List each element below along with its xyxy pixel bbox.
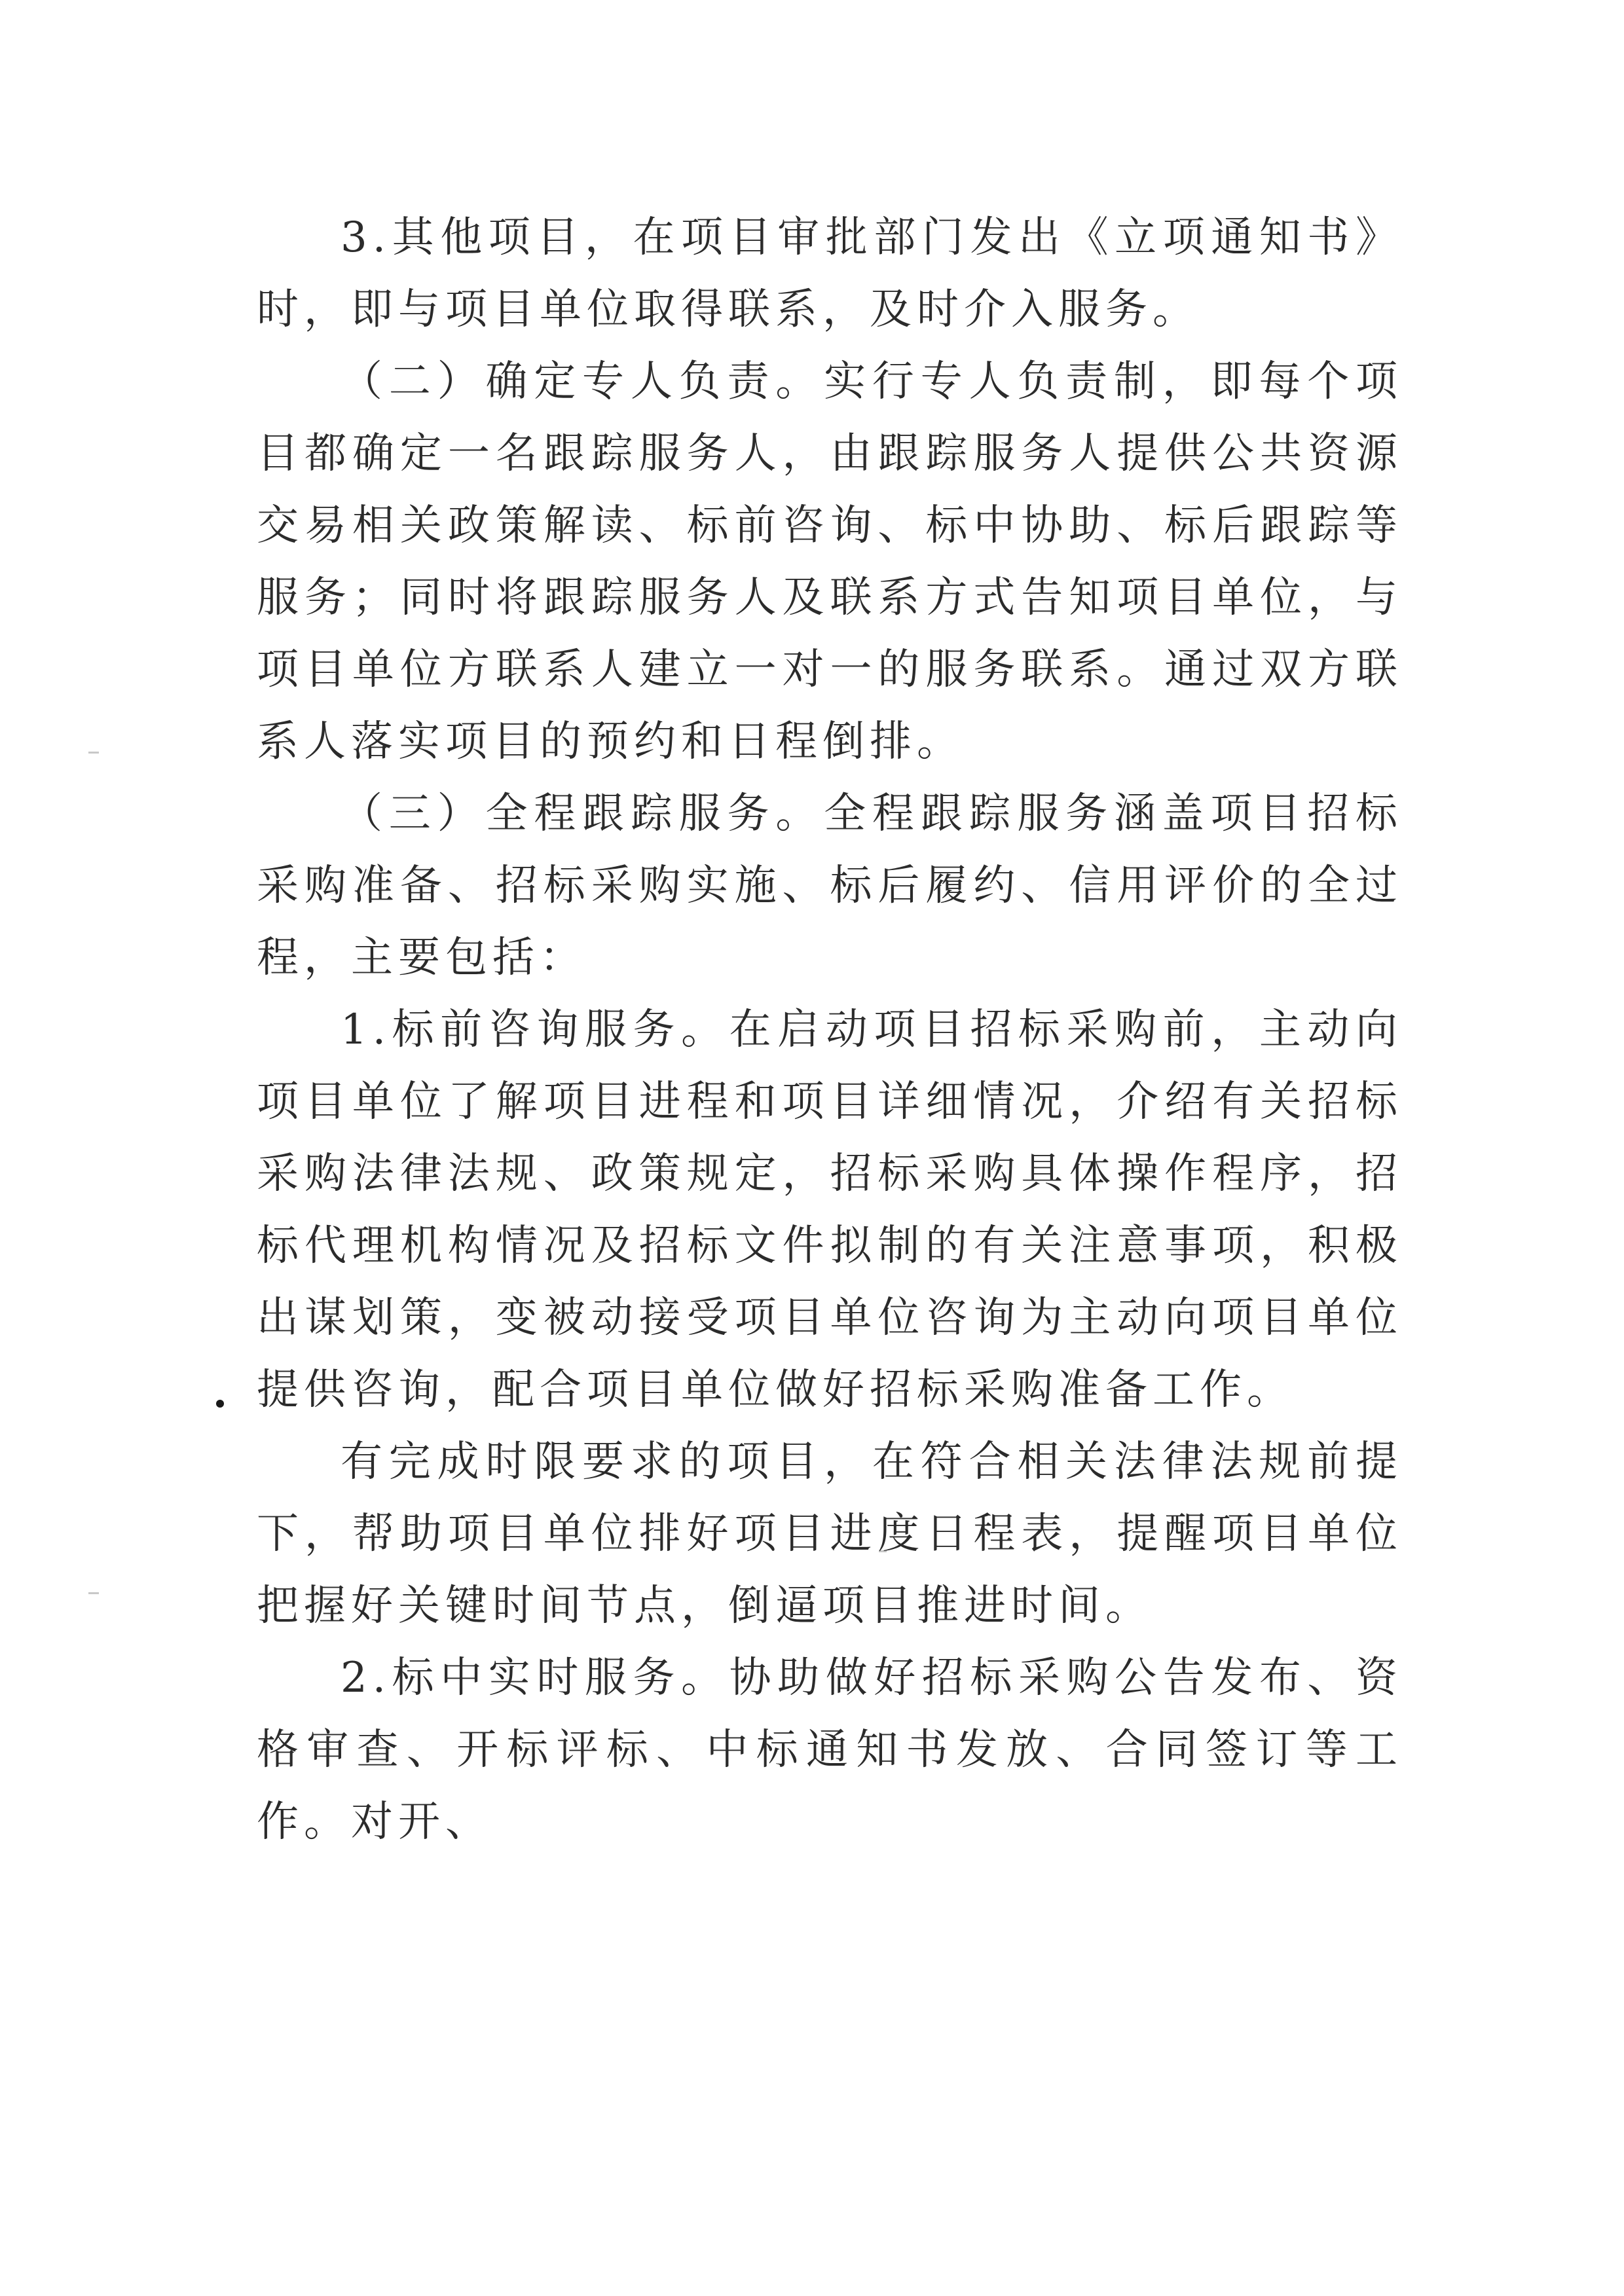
paragraph-in-bid-service: 2.标中实时服务。协助做好招标采购公告发布、资格审查、开标评标、中标通知书发放、合同签订等工作。对开、 — [257, 1654, 1403, 1846]
scan-speck — [216, 1400, 224, 1408]
paragraph-full-process-service: （三）全程跟踪服务。全程跟踪服务涵盖项目招标采购准备、招标采购实施、标后履约、信用评价的全过程，主要包括： — [257, 790, 1403, 982]
document-body — [257, 202, 1403, 1858]
paragraph-designated-person: （二）确定专人负责。实行专人负责制，即每个项目都确定一名跟踪服务人，由跟踪服务人提供公共资源交易相关政策解读、标前咨询、标中协助、标后跟踪等服务；同时将跟踪服务人及联系方式告知项目单位，与项目单位方联系人建立一对一的服务联系。通过双方联系人落实项目的预约和日程倒排。 — [257, 357, 1403, 766]
paragraph-deadline-projects: 有完成时限要求的项目，在符合相关法律法规前提下，帮助项目单位排好项目进度日程表，提醒项目单位把握好关键时间节点，倒逼项目推进时间。 — [257, 1438, 1403, 1630]
paragraph-pre-bid-consulting: 1.标前咨询服务。在启动项目招标采购前，主动向项目单位了解项目进程和项目详细情况，介绍有关招标采购法律法规、政策规定，招标采购具体操作程序，招标代理机构情况及招标文件拟制的有关注意事项，积极出谋划策，变被动接受项目单位咨询为主动向项目单位提供咨询，配合项目单位做好招标采购准备工作。 — [257, 1006, 1403, 1414]
paragraph-other-projects: 3.其他项目，在项目审批部门发出《立项通知书》时，即与项目单位取得联系，及时介入服务。 — [257, 213, 1403, 334]
scan-artifact — [88, 752, 99, 754]
scan-artifact — [88, 1592, 99, 1594]
